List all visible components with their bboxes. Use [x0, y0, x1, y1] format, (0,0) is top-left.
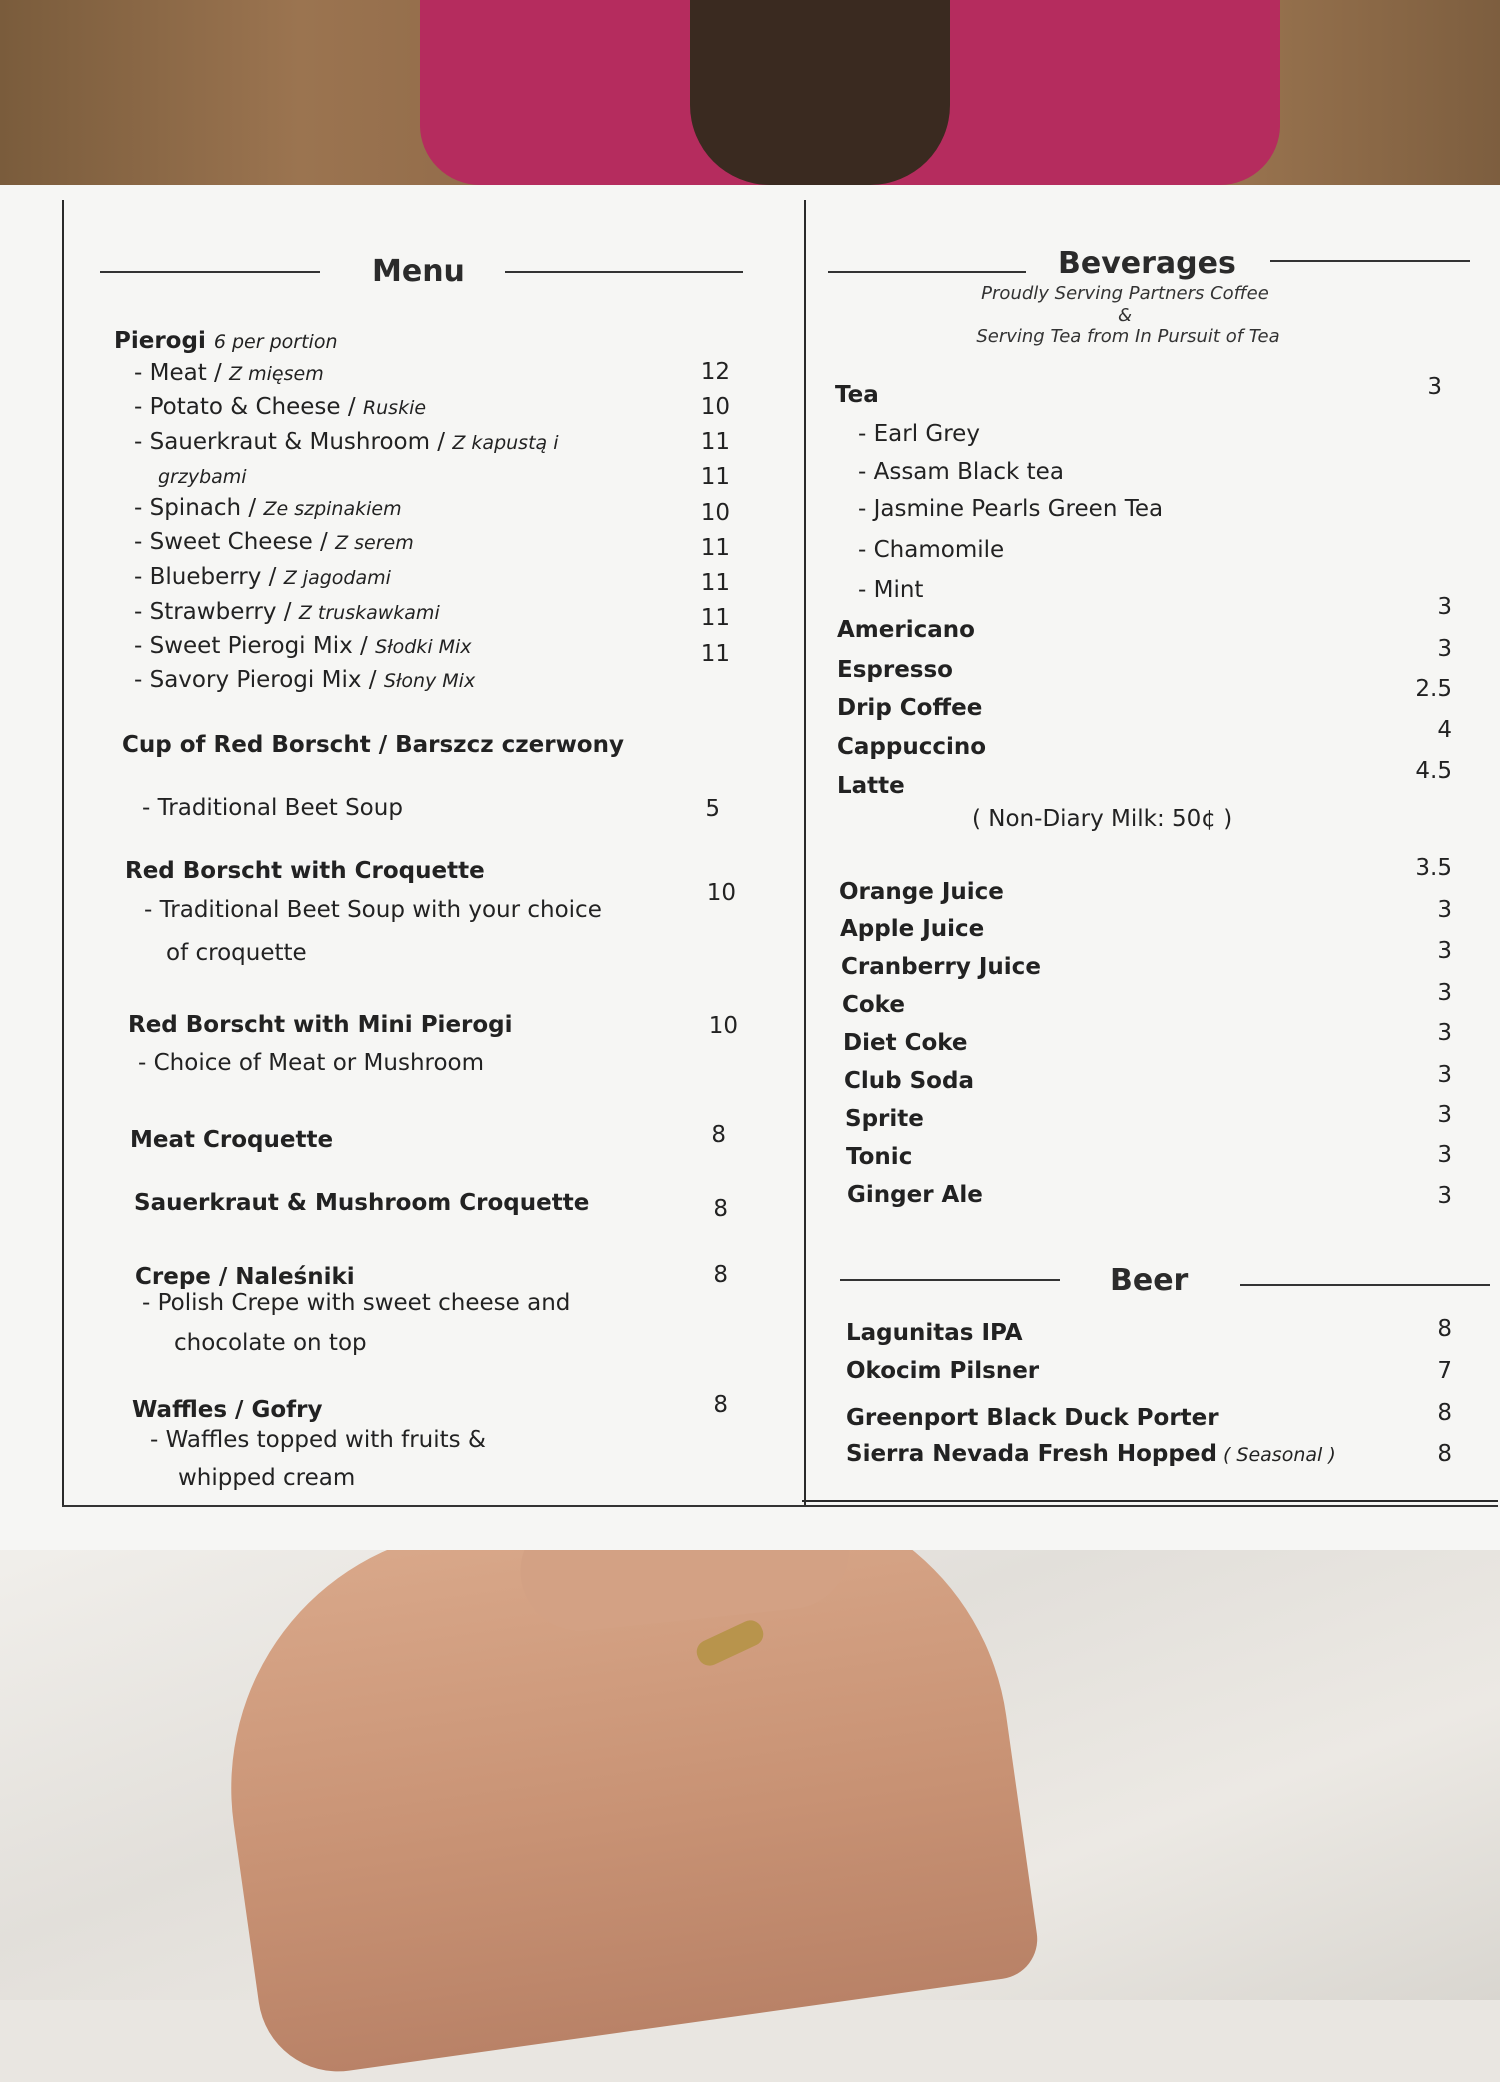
crepe-price: 8	[713, 1262, 728, 1288]
pierogi-item-polish: Z kapustą i	[452, 432, 559, 454]
pierogi-item-price: 11	[700, 535, 730, 561]
tea-price: 3	[1427, 374, 1442, 400]
drink-item-name: Orange Juice	[839, 879, 1004, 905]
meat-croquette-price: 8	[711, 1122, 726, 1148]
beer-title-rule-right	[1240, 1284, 1490, 1286]
pierogi-item-name: - Meat /	[134, 360, 230, 386]
drink-item-price: 3	[1437, 897, 1452, 923]
pierogi-item-polish: Słodki Mix	[375, 636, 472, 658]
beer-item-label: Greenport Black Duck Porter	[846, 1405, 1219, 1431]
beverages-title-rule-right	[1270, 260, 1470, 262]
coffee-item-name: Latte	[837, 773, 905, 799]
beer-item-name	[846, 1358, 1039, 1384]
borscht-croquette-price: 10	[706, 880, 736, 906]
pierogi-item-name: - Blueberry /	[134, 564, 284, 590]
pierogi-item-polish: Z jagodami	[283, 567, 391, 589]
drink-item-price: 3	[1437, 1020, 1452, 1046]
tea-item: - Earl Grey	[858, 421, 980, 447]
pierogi-item-name: - Sweet Pierogi Mix /	[134, 633, 376, 659]
drink-item-name: Sprite	[845, 1106, 924, 1132]
beverages-title-rule-left	[828, 271, 1026, 273]
coffee-item-name: Drip Coffee	[837, 695, 983, 721]
pierogi-item-polish: grzybami	[158, 466, 247, 488]
drink-item-name: Tonic	[846, 1144, 913, 1170]
beverages-title: Beverages	[1058, 246, 1236, 281]
pierogi-item-price: 11	[700, 570, 730, 596]
pierogi-item	[158, 463, 247, 489]
drink-item-name: Cranberry Juice	[841, 954, 1041, 980]
beer-item-price: 8	[1437, 1400, 1452, 1426]
pierogi-item	[134, 633, 472, 659]
beer-item-note: ( Seasonal )	[1216, 1444, 1336, 1466]
pierogi-item	[134, 564, 391, 590]
tea-item: - Jasmine Pearls Green Tea	[858, 496, 1164, 522]
borscht-croquette-heading: Red Borscht with Croquette	[125, 858, 485, 884]
beer-item-price: 8	[1437, 1441, 1452, 1467]
tea-item: - Chamomile	[858, 537, 1005, 563]
beer-item-price: 7	[1437, 1358, 1452, 1384]
waffles-price: 8	[713, 1392, 728, 1418]
pierogi-heading: Pierogi 6 per portion	[114, 328, 338, 354]
borscht-pierogi-price: 10	[708, 1013, 738, 1039]
pierogi-item-price: 11	[700, 605, 730, 631]
pierogi-item	[134, 394, 426, 420]
borscht-pierogi-heading: Red Borscht with Mini Pierogi	[128, 1012, 513, 1038]
kraut-croquette-heading: Sauerkraut & Mushroom Croquette	[134, 1190, 590, 1216]
pierogi-item	[134, 667, 475, 693]
pierogi-item	[134, 599, 440, 625]
coffee-item-price: 3	[1437, 636, 1452, 662]
tea-item: - Assam Black tea	[858, 459, 1064, 485]
borscht-cup-heading: Cup of Red Borscht / Barszcz czerwony	[122, 732, 624, 758]
beer-title-rule-left	[840, 1279, 1060, 1281]
pierogi-item-name: - Sauerkraut & Mushroom /	[134, 429, 453, 455]
paper-bottom-rule	[62, 1505, 1498, 1507]
beer-item-name	[846, 1441, 1336, 1467]
pierogi-item-polish: Z serem	[335, 532, 414, 554]
borscht-pierogi-desc: - Choice of Meat or Mushroom	[138, 1050, 485, 1076]
pierogi-item-name: - Sweet Cheese /	[134, 529, 336, 555]
crepe-desc-1: - Polish Crepe with sweet cheese and	[142, 1290, 571, 1316]
borscht-cup-desc: - Traditional Beet Soup	[142, 795, 403, 821]
drink-item-price: 3.5	[1415, 855, 1452, 881]
waffles-desc-1: - Waffles topped with fruits &	[150, 1427, 486, 1453]
drink-item-price: 3	[1437, 1102, 1452, 1128]
pierogi-item-price: 11	[700, 641, 730, 667]
beer-item-label: Okocim Pilsner	[846, 1358, 1040, 1384]
tea-heading: Tea	[835, 382, 879, 408]
pierogi-item-name: - Savory Pierogi Mix /	[134, 667, 384, 693]
drink-item-name: Diet Coke	[843, 1030, 968, 1056]
beer-item-price: 8	[1437, 1316, 1452, 1342]
pierogi-item-polish: Z truskawkami	[298, 602, 440, 624]
pierogi-item-price: 11	[700, 429, 730, 455]
drink-item-price: 3	[1437, 938, 1452, 964]
borscht-cup-price: 5	[705, 796, 720, 822]
beer-item-label: Lagunitas IPA	[846, 1320, 1023, 1346]
drink-item-name: Apple Juice	[840, 916, 985, 942]
meat-croquette-heading: Meat Croquette	[130, 1127, 334, 1153]
menu-title-rule-right	[505, 271, 743, 273]
background-hair	[690, 0, 950, 185]
beverages-subtitle-amp: &	[1117, 305, 1133, 326]
beer-item-label: Sierra Nevada Fresh Hopped	[846, 1441, 1217, 1467]
crepe-desc-2: chocolate on top	[174, 1330, 367, 1356]
coffee-item-price: 3	[1437, 594, 1452, 620]
pierogi-item-name: - Spinach /	[134, 495, 264, 521]
borscht-croquette-desc-2: of croquette	[166, 940, 307, 966]
pierogi-item-price: 10	[700, 500, 730, 526]
drink-item-price: 3	[1437, 1183, 1452, 1209]
crepe-heading: Crepe / Naleśniki	[135, 1264, 355, 1290]
borscht-croquette-desc-1: - Traditional Beet Soup with your choice	[144, 897, 602, 923]
coffee-item-price: 4	[1437, 717, 1452, 743]
beer-title: Beer	[1110, 1263, 1189, 1298]
pierogi-item-price: 11	[700, 464, 730, 490]
pierogi-item-polish: Ze szpinakiem	[263, 498, 402, 520]
beer-item-name	[846, 1320, 1023, 1346]
pierogi-item-price: 10	[700, 394, 730, 420]
pierogi-item-polish: Z mięsem	[229, 363, 324, 385]
drink-item-name: Ginger Ale	[847, 1182, 983, 1208]
drink-item-price: 3	[1437, 1142, 1452, 1168]
waffles-desc-2: whipped cream	[178, 1465, 356, 1491]
drink-item-price: 3	[1437, 980, 1452, 1006]
coffee-item-price: 2.5	[1415, 676, 1452, 702]
pierogi-item-name: - Potato & Cheese /	[134, 394, 363, 420]
pierogi-item	[134, 529, 414, 555]
pierogi-item	[134, 429, 559, 455]
beverages-subtitle-coffee: Proudly Serving Partners Coffee	[981, 283, 1269, 304]
milk-note: ( Non-Diary Milk: 50¢ )	[972, 806, 1233, 832]
pierogi-item-name: - Strawberry /	[134, 599, 299, 625]
kraut-croquette-price: 8	[713, 1196, 728, 1222]
menu-title: Menu	[372, 254, 465, 289]
beer-item-name	[846, 1405, 1219, 1431]
menu-title-rule-left	[100, 271, 320, 273]
coffee-item-name: Cappuccino	[837, 734, 987, 760]
coffee-item-name: Espresso	[837, 657, 953, 683]
coffee-item-name: Americano	[837, 617, 975, 643]
pierogi-item	[134, 495, 402, 521]
drink-item-name: Club Soda	[844, 1068, 974, 1094]
pierogi-item-price: 12	[700, 359, 730, 385]
pierogi-item	[134, 360, 324, 386]
tea-item: - Mint	[858, 577, 924, 603]
drink-item-name: Coke	[842, 992, 905, 1018]
coffee-item-price: 4.5	[1415, 758, 1452, 784]
pierogi-item-polish: Ruskie	[362, 397, 427, 419]
pierogi-note: 6 per portion	[213, 331, 338, 353]
waffles-heading: Waffles / Gofry	[132, 1397, 323, 1423]
beverages-subtitle-tea: Serving Tea from In Pursuit of Tea	[976, 326, 1280, 347]
drink-item-price: 3	[1437, 1062, 1452, 1088]
pierogi-item-polish: Słony Mix	[383, 670, 476, 692]
